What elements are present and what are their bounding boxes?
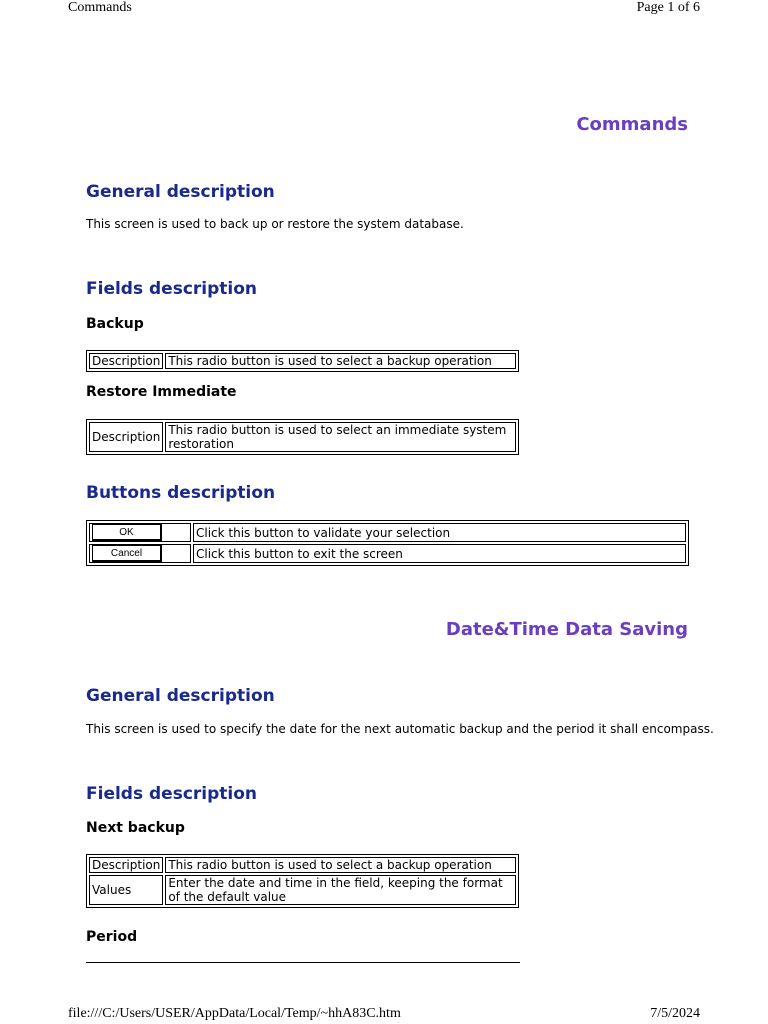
table-key-cell: Values [89, 875, 163, 905]
backup-field-table [86, 350, 519, 372]
table-row [89, 875, 516, 905]
commands-fields-heading: Fields description [86, 279, 258, 299]
datetime-fields-heading: Fields description [86, 784, 258, 804]
button-preview-cell [89, 523, 191, 542]
table-row [89, 353, 516, 369]
print-footer-date: 7/5/2024 [650, 1006, 700, 1021]
print-header [68, 0, 700, 16]
commands-general-text: This screen is used to back up or restore the system database. [86, 217, 464, 231]
buttons-heading: Buttons description [86, 483, 276, 503]
datetime-title: Date&Time Data Saving [445, 619, 688, 640]
print-footer-file-url: file:///C:/Users/USER/AppData/Local/Temp/~hhA83C.htm [68, 1006, 401, 1021]
button-description-cell: Click this button to validate your selection [193, 523, 686, 542]
commands-title: Commands [576, 114, 688, 135]
datetime-general-heading: General description [86, 686, 275, 706]
table-row [89, 523, 686, 542]
commands-general-heading: General description [86, 182, 275, 202]
print-header-title: Commands [68, 0, 132, 15]
table-value-cell: This radio button is used to select a backup operation [165, 353, 516, 369]
table-row [89, 544, 686, 563]
button-description-cell: Click this button to exit the screen [193, 544, 686, 563]
table-key-cell: Description [89, 857, 163, 873]
restore-field-table [86, 419, 519, 455]
table-value-cell: Enter the date and time in the field, keeping the format of the default value [165, 875, 516, 905]
cancel-button[interactable]: Cancel [92, 545, 162, 562]
period-field-label: Period [86, 929, 138, 945]
print-footer [68, 1006, 700, 1022]
next-backup-field-table [86, 854, 519, 908]
table-row [89, 422, 516, 452]
table-key-cell: Description [89, 353, 163, 369]
table-value-cell: This radio button is used to select an immediate system restoration [165, 422, 516, 452]
table-row [89, 857, 516, 873]
table-key-cell: Description [89, 422, 163, 452]
restore-field-label: Restore Immediate [86, 384, 237, 400]
print-header-page-number: Page 1 of 6 [636, 0, 700, 15]
datetime-general-text: This screen is used to specify the date for the next automatic backup and the period it shall encompass. [86, 722, 714, 736]
next-backup-field-label: Next backup [86, 820, 185, 836]
buttons-description-table [86, 520, 689, 566]
backup-field-label: Backup [86, 316, 144, 332]
ok-button[interactable]: OK [92, 524, 162, 541]
page-break-rule [86, 962, 520, 963]
table-value-cell: This radio button is used to select a backup operation [165, 857, 516, 873]
button-preview-cell [89, 544, 191, 563]
